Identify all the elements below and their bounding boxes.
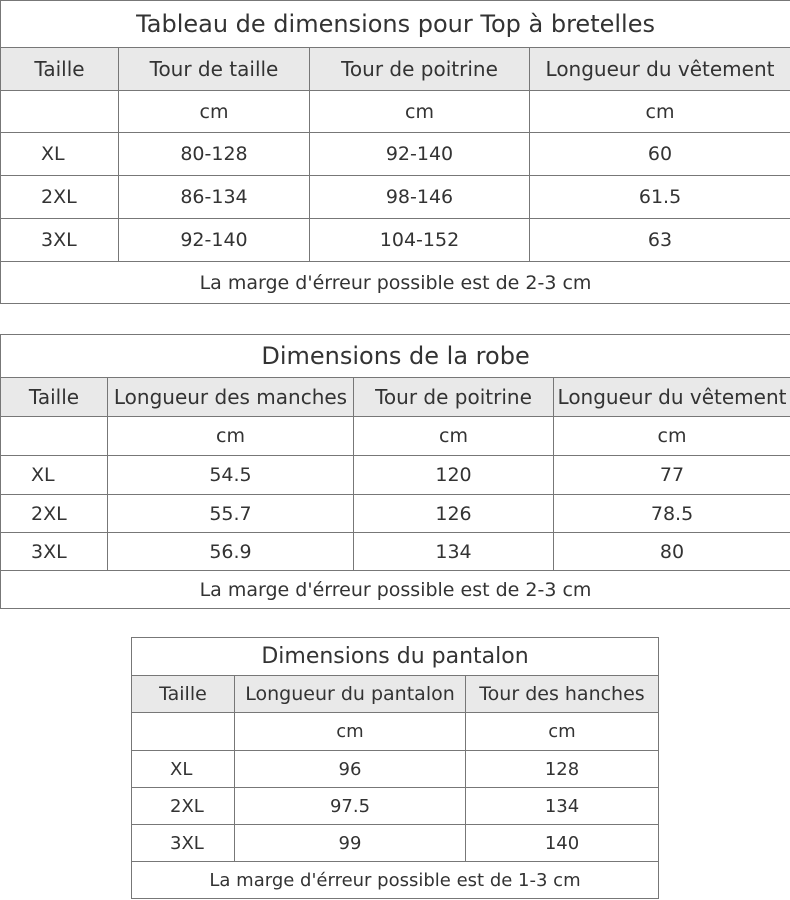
tank-top-table-title: Tableau de dimensions pour Top à bretelles xyxy=(1,1,790,48)
value-cell: 61.5 xyxy=(530,176,790,219)
value-cell: 78.5 xyxy=(554,495,790,533)
value-cell: 96 xyxy=(235,751,466,788)
value-cell: 134 xyxy=(354,533,554,571)
table-row xyxy=(132,751,659,788)
value-cell: 104-152 xyxy=(310,219,530,262)
table-row xyxy=(132,788,659,825)
value-cell: 97.5 xyxy=(235,788,466,825)
units-row xyxy=(132,713,659,751)
value-cell: 80-128 xyxy=(119,133,310,176)
value-cell: 92-140 xyxy=(119,219,310,262)
header-sleeve-length: Longueur des manches xyxy=(108,378,354,417)
unit-cell: cm xyxy=(310,91,530,133)
value-cell: 92-140 xyxy=(310,133,530,176)
value-cell: 140 xyxy=(466,825,659,862)
dress-size-table xyxy=(0,334,790,609)
unit-cell: cm xyxy=(235,713,466,751)
tolerance-note: La marge d'érreur possible est de 2-3 cm xyxy=(1,262,790,304)
value-cell: 134 xyxy=(466,788,659,825)
dress-table-title: Dimensions de la robe xyxy=(1,335,790,378)
unit-cell xyxy=(132,713,235,751)
unit-cell: cm xyxy=(530,91,790,133)
unit-cell xyxy=(1,417,108,456)
unit-cell xyxy=(1,91,119,133)
table-row xyxy=(1,456,790,495)
size-cell: XL xyxy=(1,133,119,176)
value-cell: 60 xyxy=(530,133,790,176)
value-cell: 98-146 xyxy=(310,176,530,219)
value-cell: 55.7 xyxy=(108,495,354,533)
unit-cell: cm xyxy=(354,417,554,456)
table-row xyxy=(1,219,790,262)
header-size: Taille xyxy=(1,48,119,91)
size-cell: 2XL xyxy=(1,495,108,533)
header-size: Taille xyxy=(132,676,235,713)
value-cell: 63 xyxy=(530,219,790,262)
units-row xyxy=(1,417,790,456)
header-chest: Tour de poitrine xyxy=(354,378,554,417)
value-cell: 56.9 xyxy=(108,533,354,571)
table-row xyxy=(1,133,790,176)
pants-size-table xyxy=(131,637,659,899)
tank-top-size-table xyxy=(0,0,790,304)
header-garment-length: Longueur du vêtement xyxy=(554,378,790,417)
header-chest: Tour de poitrine xyxy=(310,48,530,91)
size-cell: XL xyxy=(1,456,108,495)
size-cell: 3XL xyxy=(1,533,108,571)
pants-table-title: Dimensions du pantalon xyxy=(132,638,659,676)
table-row xyxy=(1,495,790,533)
tolerance-note: La marge d'érreur possible est de 1-3 cm xyxy=(132,862,659,899)
value-cell: 77 xyxy=(554,456,790,495)
table-row xyxy=(1,176,790,219)
value-cell: 128 xyxy=(466,751,659,788)
table-row xyxy=(132,825,659,862)
unit-cell: cm xyxy=(119,91,310,133)
tolerance-note: La marge d'érreur possible est de 2-3 cm xyxy=(1,571,790,609)
unit-cell: cm xyxy=(108,417,354,456)
header-pants-length: Longueur du pantalon xyxy=(235,676,466,713)
size-cell: XL xyxy=(132,751,235,788)
units-row xyxy=(1,91,790,133)
value-cell: 120 xyxy=(354,456,554,495)
value-cell: 80 xyxy=(554,533,790,571)
size-cell: 2XL xyxy=(1,176,119,219)
unit-cell: cm xyxy=(466,713,659,751)
header-size: Taille xyxy=(1,378,108,417)
unit-cell: cm xyxy=(554,417,790,456)
size-cell: 3XL xyxy=(1,219,119,262)
header-waist: Tour de taille xyxy=(119,48,310,91)
value-cell: 99 xyxy=(235,825,466,862)
value-cell: 86-134 xyxy=(119,176,310,219)
size-cell: 2XL xyxy=(132,788,235,825)
size-cell: 3XL xyxy=(132,825,235,862)
value-cell: 126 xyxy=(354,495,554,533)
value-cell: 54.5 xyxy=(108,456,354,495)
table-row xyxy=(1,533,790,571)
header-hips: Tour des hanches xyxy=(466,676,659,713)
header-garment-length: Longueur du vêtement xyxy=(530,48,790,91)
